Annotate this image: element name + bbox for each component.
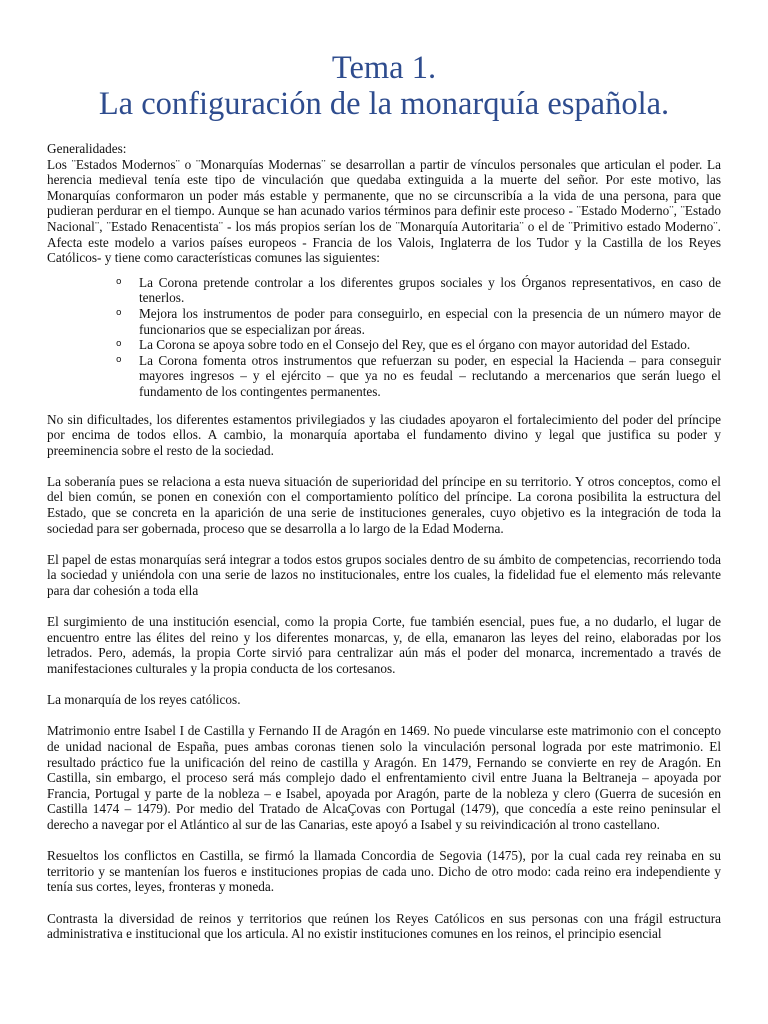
- list-item: [116, 305, 721, 337]
- paragraph-matrimonio: Matrimonio entre Isabel I de Castilla y Fernando II de Aragón en 1469. No puede vincularse este matrimonio con el concepto de unidad nacional de España, pues ambas coronas tienen solo la vinculación personal lograda por este matrimonio. El resultado práctico fue la unificación del reino de castilla y Aragón. En 1479, Fernando se convierte en rey de Aragón. En Castilla, sin embargo, el proceso será más complejo dado el enfrentamiento civil entre Juana la Beltraneja – apoyada por Francia, Portugal y parte de la nobleza – e Isabel, apoyada por Aragón, parte de la nobleza y clero (Guerra de sucesión en Castilla 1474 – 1479). Por medio del Tratado de AlcaÇovas con Portugal (1479), que concedía a este reino peninsular el derecho a navegar por el Atlántico al sur de las Canarias, este apoyó a Isabel y su reivindicación al trono castellano.: [47, 723, 721, 832]
- list-item: [116, 352, 721, 400]
- document-body: [47, 141, 721, 957]
- list-item-text: La Corona pretende controlar a los diferentes grupos sociales y los Órganos representativos, en caso de tenerlos.: [139, 274, 721, 306]
- paragraph-estamentos: No sin dificultades, los diferentes estamentos privilegiados y las ciudades apoyaron el fortalecimiento del poder del príncipe por encima de todos ellos. A cambio, la monarquía aportaba el fundamento divino y legal que justifica su poder y preeminencia sobre el resto de la sociedad.: [47, 411, 721, 458]
- list-item: [116, 337, 721, 353]
- characteristics-list: [47, 275, 721, 400]
- paragraph-diversidad-reinos: Contrasta la diversidad de reinos y territorios que reúnen los Reyes Católicos en sus personas con una frágil estructura administrativa e institucional que los articula. Al no existir instituciones comunes en los reinos, el principio esencial: [47, 910, 721, 942]
- bullet-marker: o: [116, 276, 122, 287]
- title-line-2: La configuración de la monarquía española.: [98, 86, 670, 122]
- list-item-text: Mejora los instrumentos de poder para conseguirlo, en especial con la presencia de un número mayor de funcionarios que se especializan por áreas.: [139, 305, 721, 337]
- paragraph-concordia-segovia: Resueltos los conflictos en Castilla, se firmó la llamada Concordia de Segovia (1475), por la cual cada rey reinaba en su territorio y se mantenían los fueros e instituciones propias de cada uno. Dicho de otro modo: cada reino era independiente y tenía sus cortes, leyes, fronteras y moneda.: [47, 848, 721, 895]
- section-heading-generalidades: Generalidades:: [47, 141, 127, 156]
- list-item: [116, 274, 721, 306]
- paragraph-corte: El surgimiento de una institución esencial, como la propia Corte, fue también esencial, pues fue, a no dudarlo, el lugar de encuentro entre las élites del reino y los diferentes monarcas, y, de ella, emanaron las leyes del reino, elaboradas por los letrados. Pero, además, la propia Corte sirvió para centralizar aún más el poder del monarca, incrementado a través de manifestaciones culturales y la propia conducta de los cortesanos.: [47, 614, 721, 676]
- title-line-1: Tema 1.: [331, 50, 437, 86]
- paragraph-estados-modernos: Los ¨Estados Modernos¨ o ¨Monarquías Modernas¨ se desarrollan a partir de vínculos personales que articulan el poder. La herencia medieval tenía este tipo de vinculación que quedaba extinguida a la muerte del señor. Por este motivo, las Monarquías conformaron un poder más estable y permanente, que no se circunscribía a la vida de una persona, para que pudieran perdurar en el tiempo. Aunque se han acunado varios términos para definir este proceso - ¨Estado Moderno¨, ¨Estado Nacional¨, ¨Estado Renacentista¨ - los más propios serían los de ¨Monarquía Autoritaria¨ o el de ¨Primitivo estado Moderno¨. Afecta este modelo a varios países europeos - Francia de los Valois, Inglaterra de los Tudor y la Castilla de los Reyes Católicos- y tiene como características comunes las siguientes:: [47, 156, 721, 266]
- paragraph-soberania: La soberanía pues se relaciona a esta nueva situación de superioridad del príncipe en su territorio. Y otros conceptos, como el del bien común, se ponen en conexión con el comportamiento político del príncipe. La corona posibilita la estructura del Estado, que se concreta en la aparición de una serie de instituciones generales, cuyo objetivo es la integración de toda la sociedad para ser gobernada, proceso que se desarrolla a lo largo de la Edad Moderna.: [47, 473, 721, 536]
- bullet-marker: o: [116, 307, 122, 318]
- bullet-marker: o: [116, 354, 122, 365]
- document-title: [0, 0, 768, 122]
- bullet-marker: o: [116, 339, 122, 350]
- section-heading-reyes-catolicos: La monarquía de los reyes católicos.: [47, 692, 241, 708]
- paragraph-papel-monarquias: El papel de estas monarquías será integrar a todos estos grupos sociales dentro de su ámbito de competencias, recorriendo toda la sociedad y uniéndola con una serie de lazos no institucionales, entre los cuales, la fidelidad fue el elemento más relevante para dar cohesión a toda ella: [47, 551, 721, 599]
- list-item-text: La Corona se apoya sobre todo en el Consejo del Rey, que es el órgano con mayor autoridad del Estado.: [139, 337, 691, 353]
- list-item-text: La Corona fomenta otros instrumentos que refuerzan su poder, en especial la Hacienda – para conseguir mayores ingresos – y el ejército – que ya no es feudal – reclutando a mercenarios que serán luego el fundamento de los contingentes permanentes.: [139, 352, 721, 399]
